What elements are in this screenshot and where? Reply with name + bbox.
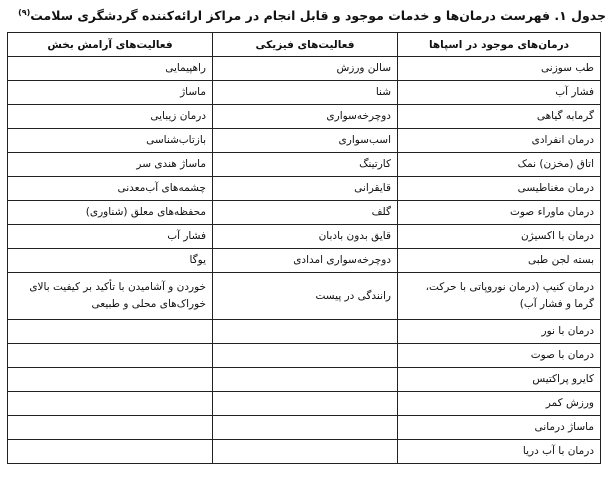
physical-activity-cell <box>213 344 398 368</box>
spa-treatment-cell: بسته لجن طبی <box>398 249 601 273</box>
physical-activity-cell: دوچرخه‌سواری امدادی <box>213 249 398 273</box>
physical-activity-cell: رانندگی در پیست <box>213 273 398 320</box>
relaxing-activity-cell: یوگا <box>8 249 213 273</box>
table-row <box>8 153 601 177</box>
relaxing-activity-cell: راهپیمایی <box>8 57 213 81</box>
caption-reference: (۹) <box>18 7 31 17</box>
relaxing-activity-cell <box>8 368 213 392</box>
table-row <box>8 81 601 105</box>
spa-treatment-cell: اتاق (مخزن) نمک <box>398 153 601 177</box>
spa-treatment-cell: درمان مغناطیسی <box>398 177 601 201</box>
physical-activity-cell: دوچرخه‌سواری <box>213 105 398 129</box>
table-body <box>8 57 601 464</box>
relaxing-activity-cell <box>8 416 213 440</box>
spa-treatment-cell: گرمابه گیاهی <box>398 105 601 129</box>
header-spa-treatments: درمان‌های موجود در اسپاها <box>398 33 601 57</box>
table-caption <box>8 6 606 26</box>
relaxing-activity-cell: ماساژ <box>8 81 213 105</box>
spa-treatment-cell: درمان با آب دریا <box>398 440 601 464</box>
table-row <box>8 368 601 392</box>
relaxing-activity-cell: محفظه‌های معلق (شناوری) <box>8 201 213 225</box>
table-row <box>8 57 601 81</box>
table-row <box>8 225 601 249</box>
spa-treatment-cell: درمان ماوراء صوت <box>398 201 601 225</box>
treatments-table <box>7 32 601 464</box>
spa-treatment-cell: درمان با نور <box>398 320 601 344</box>
physical-activity-cell <box>213 392 398 416</box>
physical-activity-cell <box>213 320 398 344</box>
table-row <box>8 177 601 201</box>
spa-treatment-cell: فشار آب <box>398 81 601 105</box>
spa-treatment-cell: ماساژ درمانی <box>398 416 601 440</box>
table-row <box>8 416 601 440</box>
table-row <box>8 440 601 464</box>
physical-activity-cell: سالن ورزش <box>213 57 398 81</box>
table-row <box>8 392 601 416</box>
table-row <box>8 105 601 129</box>
caption-title: جدول ۱. فهرست درمان‌ها و خدمات موجود و قابل انجام در مراکز ارائه‌کننده گردشگری سلامت <box>30 8 606 23</box>
physical-activity-cell: شنا <box>213 81 398 105</box>
relaxing-activity-cell: ماساژ هندی سر <box>8 153 213 177</box>
table-row <box>8 320 601 344</box>
table-row <box>8 273 601 320</box>
relaxing-activity-cell: درمان زیبایی <box>8 105 213 129</box>
relaxing-activity-cell: چشمه‌های آب‌معدنی <box>8 177 213 201</box>
physical-activity-cell: گلف <box>213 201 398 225</box>
header-relaxing-activities: فعالیت‌های آرامش بخش <box>8 33 213 57</box>
table-header-row <box>8 33 601 57</box>
relaxing-activity-cell <box>8 440 213 464</box>
spa-treatment-cell: درمان انفرادی <box>398 129 601 153</box>
spa-treatment-cell: درمان کنیپ (درمان نوروپاتی با حرکت، گرما و فشار آب) <box>398 273 601 320</box>
table-row <box>8 344 601 368</box>
physical-activity-cell <box>213 416 398 440</box>
spa-treatment-cell: درمان با صوت <box>398 344 601 368</box>
table-row <box>8 129 601 153</box>
physical-activity-cell <box>213 368 398 392</box>
table-row <box>8 201 601 225</box>
relaxing-activity-cell: بازتاب‌شناسی <box>8 129 213 153</box>
table-row <box>8 249 601 273</box>
physical-activity-cell: کارتینگ <box>213 153 398 177</box>
spa-treatment-cell: طب سوزنی <box>398 57 601 81</box>
relaxing-activity-cell: فشار آب <box>8 225 213 249</box>
relaxing-activity-cell <box>8 392 213 416</box>
relaxing-activity-cell <box>8 344 213 368</box>
spa-treatment-cell: ورزش کمر <box>398 392 601 416</box>
spa-treatment-cell: درمان با اکسیژن <box>398 225 601 249</box>
relaxing-activity-cell <box>8 320 213 344</box>
physical-activity-cell: قایق بدون بادبان <box>213 225 398 249</box>
relaxing-activity-cell: خوردن و آشامیدن با تأکید بر کیفیت بالای خوراک‌های محلی و طبیعی <box>8 273 213 320</box>
spa-treatment-cell: کایرو پراکتیس <box>398 368 601 392</box>
physical-activity-cell: قایقرانی <box>213 177 398 201</box>
physical-activity-cell <box>213 440 398 464</box>
header-physical-activities: فعالیت‌های فیزیکی <box>213 33 398 57</box>
physical-activity-cell: اسب‌سواری <box>213 129 398 153</box>
